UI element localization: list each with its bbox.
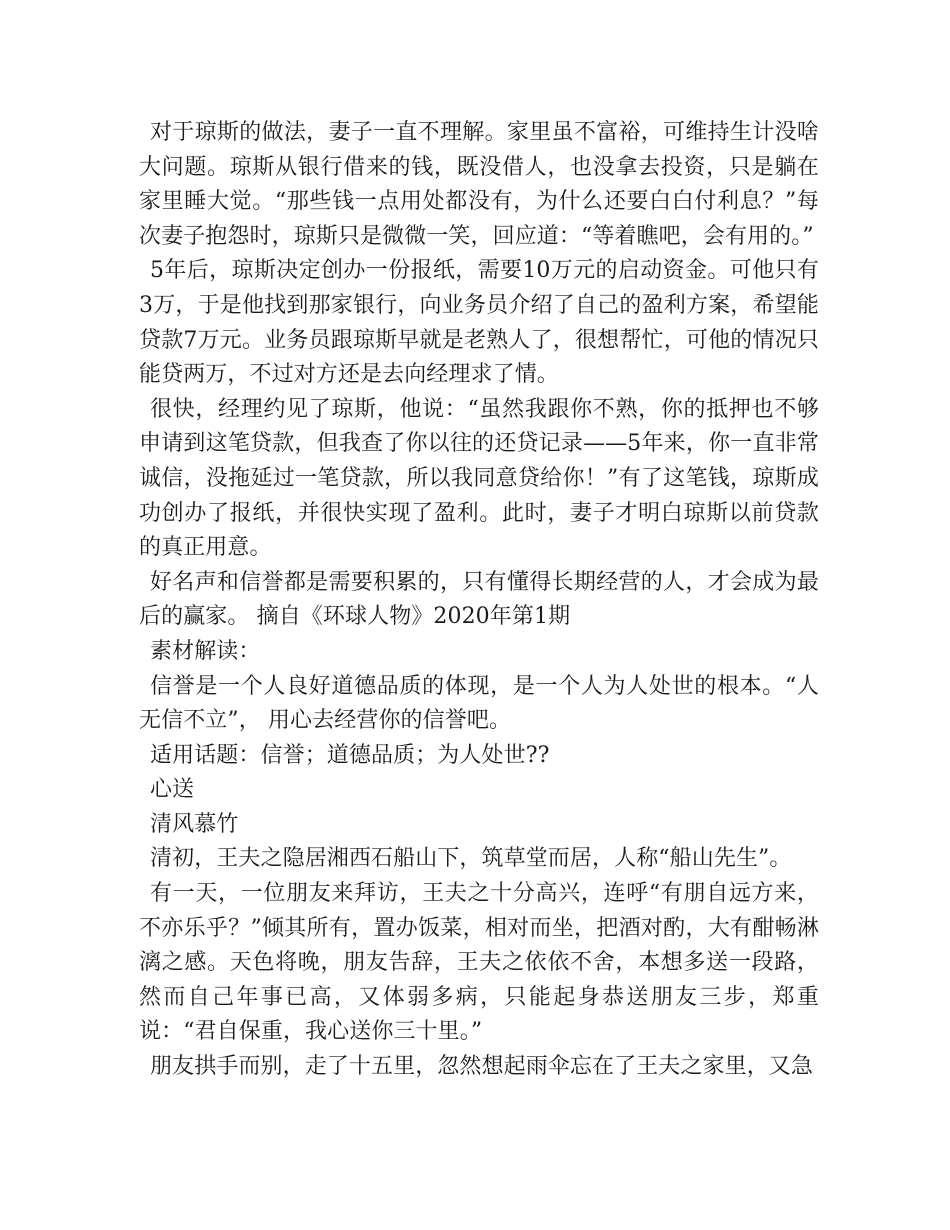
article-author: 清风慕竹 xyxy=(150,811,239,837)
paragraph-manager-approval: 很快，经理约见了琼斯，他说：“虽然我跟你不熟，你的抵押也不够申请到这笔贷款，但我查了你以往的还贷记录——5年来，你一直非常诚信，没拖延过一笔贷款，所以我同意贷给你！”有了这笔钱，琼斯成功创办了报纸，并很快实现了盈利。此时，妻子才明白琼斯以前贷款的真正用意。 xyxy=(139,396,819,561)
applicable-topics: 适用话题：信誉；道德品质；为人处世?? xyxy=(150,742,550,768)
paragraph-interpretation: 信誉是一个人良好道德品质的体现，是一个人为人处世的根本。“人无信不立”， 用心去经营你的信誉吧。 xyxy=(139,673,819,734)
paragraph-umbrella: 朋友拱手而别，走了十五里，忽然想起雨伞忘在了王夫之家里，又急 xyxy=(150,1054,814,1080)
material-interpretation-heading: 素材解读： xyxy=(150,638,261,664)
paragraph-newspaper-plan: 5年后，琼斯决定创办一份报纸，需要10万元的启动资金。可他只有3万，于是他找到那家银行，向业务员介绍了自己的盈利方案，希望能贷款7万元。业务员跟琼斯早就是老熟人了，很想帮忙，可他的情况只能贷两万，不过对方还是去向经理求了情。 xyxy=(139,258,819,388)
paragraph-conclusion-source: 好名声和信誉都是需要积累的，只有懂得长期经营的人，才会成为最后的赢家。 摘自《环球人物》2020年第1期 xyxy=(139,569,819,630)
document-body xyxy=(139,116,819,1085)
paragraph-jones-loan: 对于琼斯的做法，妻子一直不理解。家里虽不富裕，可维持生计没啥大问题。琼斯从银行借来的钱，既没借人，也没拿去投资，只是躺在家里睡大觉。“那些钱一点用处都没有，为什么还要白白付利息？”每次妻子抱怨时，琼斯只是微微一笑，回应道：“等着瞧吧，会有用的。” xyxy=(139,120,819,249)
paragraph-wang-fuzhi-intro: 清初，王夫之隐居湘西石船山下，筑草堂而居，人称“船山先生”。 xyxy=(150,846,792,872)
paragraph-friend-visit: 有一天，一位朋友来拜访，王夫之十分高兴，连呼“有朋自远方来，不亦乐乎？”倾其所有，置办饭菜，相对而坐，把酒对酌，大有酣畅淋漓之感。天色将晚，朋友告辞，王夫之依依不舍，本想多送一段路，然而自己年事已高，又体弱多病，只能起身恭送朋友三步，郑重说：“君自保重，我心送你三十里。” xyxy=(139,881,819,1045)
article-title: 心送 xyxy=(150,777,195,803)
